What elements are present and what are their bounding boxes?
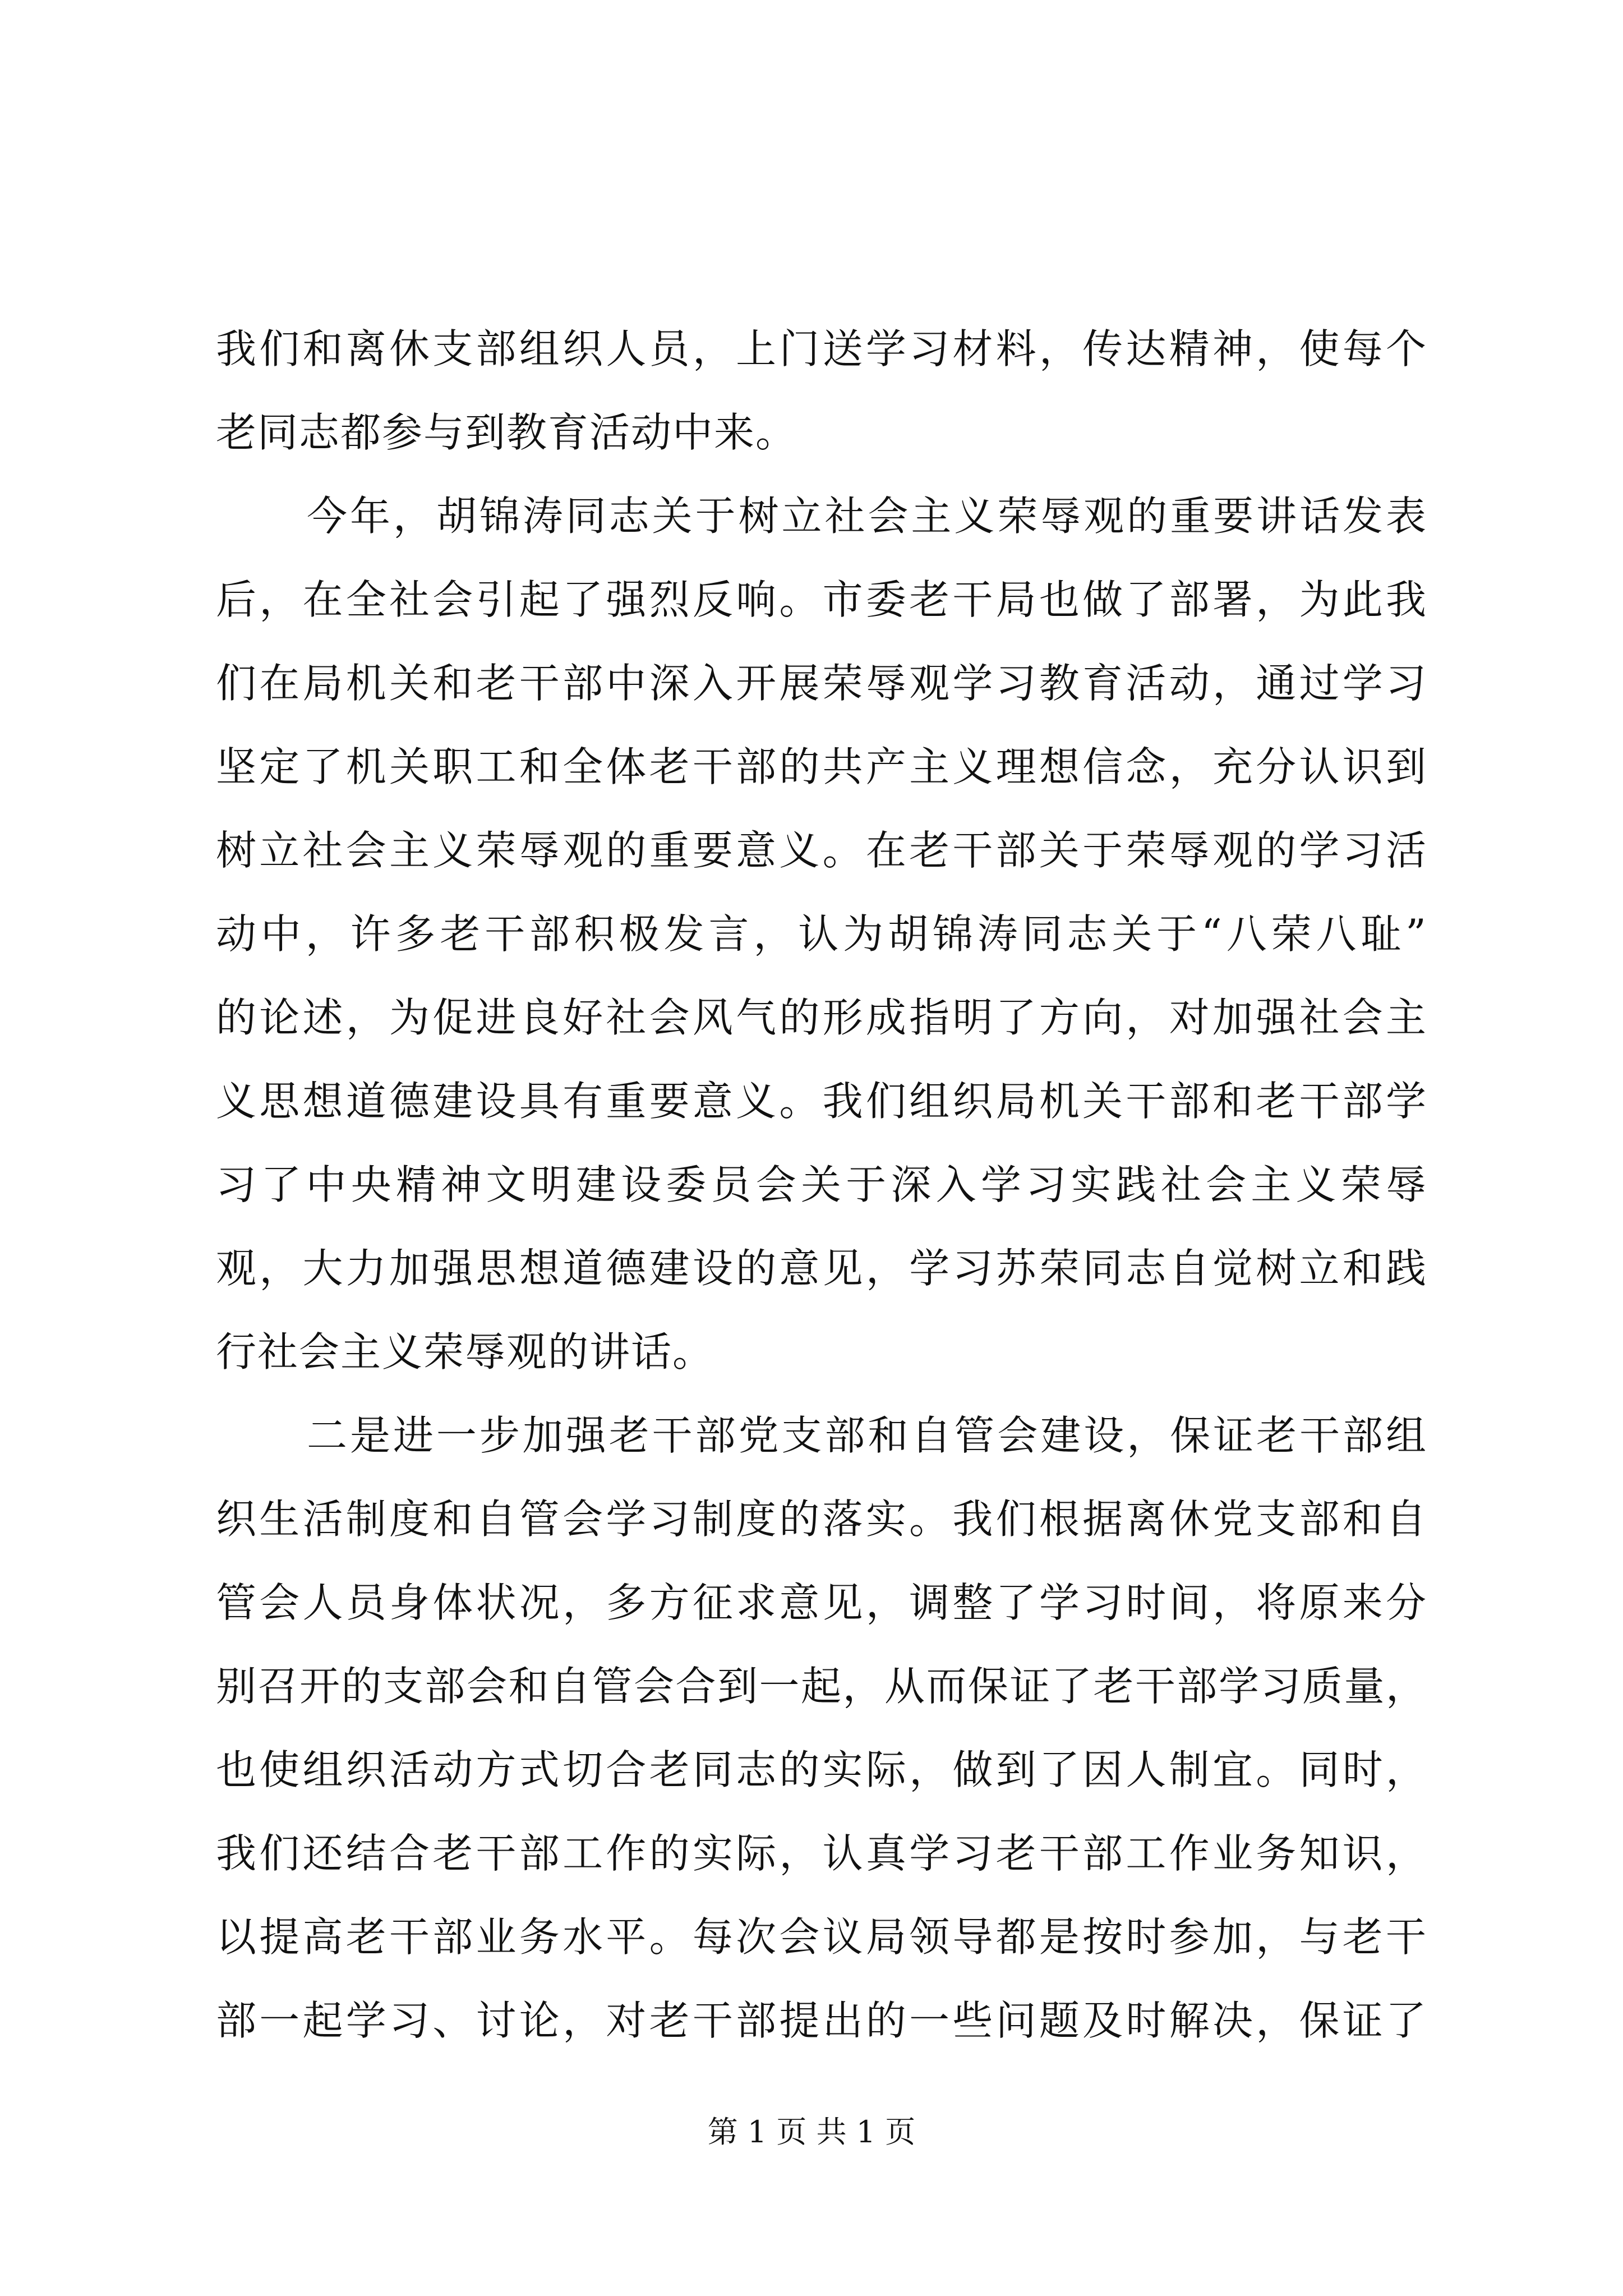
text-line: 织生活制度和自管会学习制度的落实。我们根据离休党支部和自 [216,1496,1427,1543]
text-line: 坚定了机关职工和全体老干部的共产主义理想信念，充分认识到 [216,743,1427,790]
text-line: 以提高老干部业务水平。每次会议局领导都是按时参加，与老干 [216,1913,1427,1961]
text-line: 树立社会主义荣辱观的重要意义。在老干部关于荣辱观的学习活 [216,827,1427,874]
document-body [216,307,1427,2063]
text-line: 后，在全社会引起了强烈反响。市委老干局也做了部署，为此我 [216,576,1427,623]
text-line: 动中，许多老干部积极发言，认为胡锦涛同志关于“八荣八耻” [216,910,1427,958]
text-line: 的论述，为促进良好社会风气的形成指明了方向，对加强社会主 [216,994,1427,1041]
page-number-footer: 第 1 页 共 1 页 [707,2114,916,2150]
text-line: 部一起学习、讨论，对老干部提出的一些问题及时解决，保证了 [216,1997,1427,2044]
text-line: 别召开的支部会和自管会合到一起，从而保证了老干部学习质量， [216,1663,1427,1710]
text-line: 观，大力加强思想道德建设的意见，学习苏荣同志自觉树立和践 [216,1245,1427,1292]
text-line: 行社会主义荣辱观的讲话。 [216,1328,714,1375]
text-line: 我们还结合老干部工作的实际，认真学习老干部工作业务知识， [216,1830,1427,1877]
text-line: 习了中央精神文明建设委员会关于深入学习实践社会主义荣辱 [216,1161,1427,1208]
text-line: 管会人员身体状况，多方征求意见，调整了学习时间，将原来分 [216,1579,1427,1626]
paragraph-first-line: 二是进一步加强老干部党支部和自管会建设，保证老干部组 [307,1412,1427,1459]
text-line: 也使组织活动方式切合老同志的实际，做到了因人制宜。同时， [216,1746,1427,1793]
text-line: 们在局机关和老干部中深入开展荣辱观学习教育活动，通过学习 [216,660,1427,707]
text-line: 老同志都参与到教育活动中来。 [216,409,797,456]
paragraph-first-line: 今年，胡锦涛同志关于树立社会主义荣辱观的重要讲话发表 [307,493,1427,540]
text-line: 我们和离休支部组织人员，上门送学习材料，传达精神，使每个 [216,325,1427,372]
text-line: 义思想道德建设具有重要意义。我们组织局机关干部和老干部学 [216,1078,1427,1125]
